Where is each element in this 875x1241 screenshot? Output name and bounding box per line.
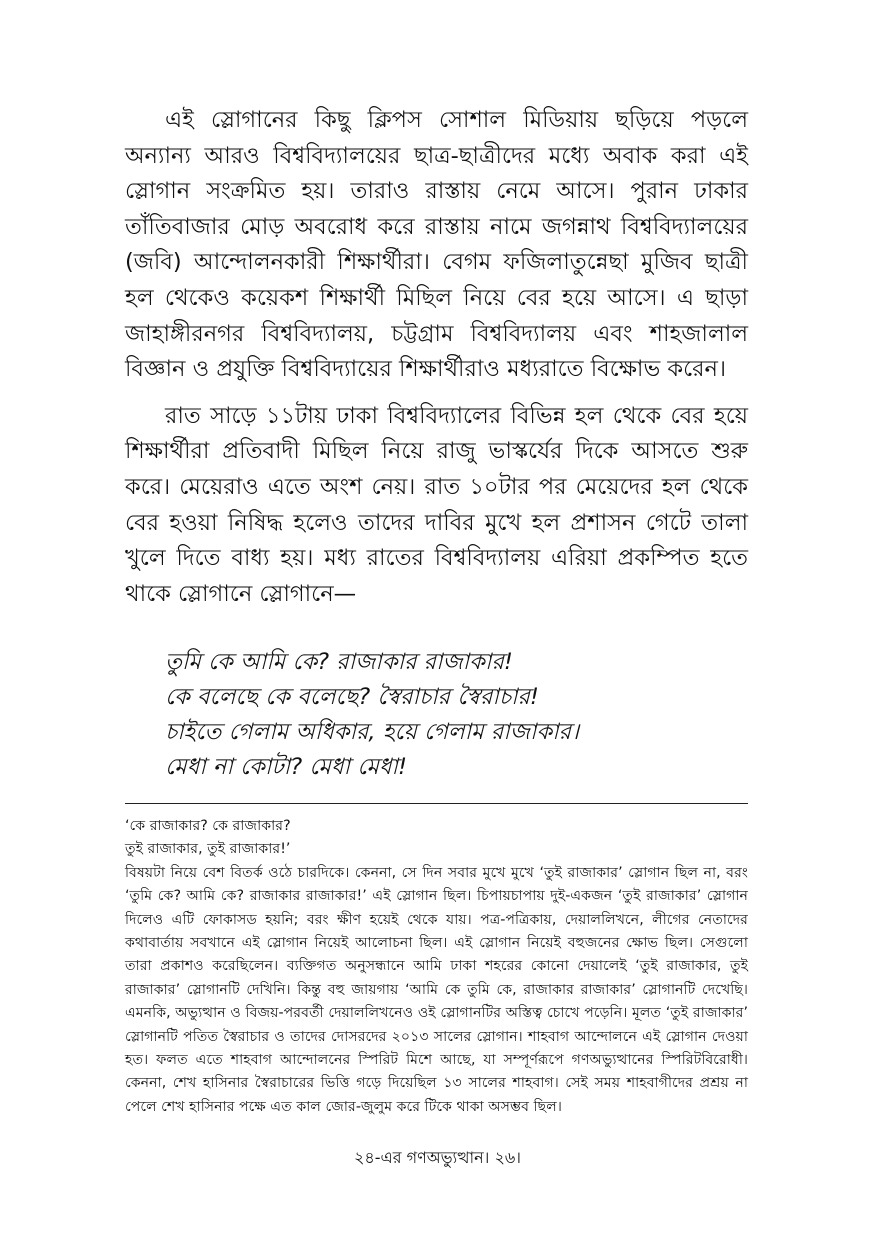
slogan-line-3: চাইতে গেলাম অধিকার, হয়ে গেলাম রাজাকার। <box>165 719 580 745</box>
slogan-line-4: মেধা না কোটা? মেধা মেধা! <box>165 754 407 780</box>
paragraph-1: এই স্লোগানের কিছু ক্লিপস সোশাল মিডিয়ায় ছড়িয়ে পড়লে অন্যান্য আরও বিশ্ববিদ্যালয়ের ছাত্র-ছাত্রীদের মধ্যে অবাক করা এই স্লোগান সংক্রমিত হয়। তারাও রাস্তায় নেমে আসে। পুরান ঢাকার তাঁতিবাজার মোড় অবরোধ করে রাস্তায় নামে জগন্নাথ বিশ্ববিদ্যালয়ের (জবি) আন্দোলনকারী শিক্ষার্থীরা। বেগম ফজিলাতুন্নেছা মুজিব ছাত্রী হল থেকেও কয়েকশ শিক্ষার্থী মিছিল নিয়ে বের হয়ে আসে। এ ছাড়া জাহাঙ্গীরনগর বিশ্ববিদ্যালয়, চট্টগ্রাম বিশ্ববিদ্যালয় এবং শাহজালাল বিজ্ঞান ও প্রযুক্তি বিশ্ববিদ্যায়ের শিক্ষার্থীরাও মধ্যরাতে বিক্ষোভ করেন। <box>125 107 748 383</box>
footnote-divider <box>125 803 748 804</box>
paragraph-2: রাত সাড়ে ১১টায় ঢাকা বিশ্ববিদ্যালের বিভিন্ন হল থেকে বের হয়ে শিক্ষার্থীরা প্রতিবাদী মিছিল নিয়ে রাজু ভাস্কর্যের দিকে আসতে শুরু করে। মেয়েরাও এতে অংশ নেয়। রাত ১০টার পর মেয়েদের হল থেকে বের হওয়া নিষিদ্ধ হলেও তাদের দাবির মুখে হল প্রশাসন গেটে তালা খুলে দিতে বাধ্য হয়। মধ্য রাতের বিশ্ববিদ্যালয় এরিয়া প্রকম্পিত হতে থাকে স্লোগানে স্লোগানে— <box>125 402 748 607</box>
footnote-quote-line-2: তুই রাজাকার, তুই রাজাকার!’ <box>125 841 291 858</box>
footnote-body: বিষয়টা নিয়ে বেশ বিতর্ক ওঠে চারদিকে। কেননা, সে দিন সবার মুখে মুখে ‘তুই রাজাকার’ স্লোগান ছিল না, বরং ‘তুমি কে? আমি কে? রাজাকার রাজাকার!’ এই স্লোগান ছিল। চিপায়চাপায় দুই-একজন ‘তুই রাজাকার’ স্লোগান দিলেও এটি ফোকাসড হয়নি; বরং ক্ষীণ হয়েই থেকে যায়। পত্র-পত্রিকায়, দেয়াললিখনে, লীগের নেতাদের কথাবার্তায় সবখানে এই স্লোগান নিয়েই আলোচনা ছিল। এই স্লোগান নিয়েই বহুজনের ক্ষোভ ছিল। সেগুলো তারা প্রকাশও করেছিলেন। ব্যক্তিগত অনুসন্ধানে আমি ঢাকা শহরের কোনো দেয়ালেই ‘তুই রাজাকার, তুই রাজাকার’ স্লোগানটি দেখিনি। কিন্তু বহু জায়গায় ‘আমি কে তুমি কে, রাজাকার রাজাকার’ স্লোগানটি দেখেছি। এমনকি, অভ্যুত্থান ও বিজয়-পরবর্তী দেয়াললিখনেও ওই স্লোগানটির অস্তিত্ব চোখে পড়েনি। মূলত ‘তুই রাজাকার’ স্লোগানটি পতিত স্বৈরাচার ও তাদের দোসরদের ২০১৩ সালের স্লোগান। শাহবাগ আন্দোলনে এই স্লোগান দেওয়া হত। ফলত এতে শাহবাগ আন্দোলনের স্পিরিট মিশে আছে, যা সম্পূর্ণরূপে গণঅভ্যুত্থানের স্পিরিটবিরোধী। কেননা, শেখ হাসিনার স্বৈরাচারের ভিত্তি গড়ে দিয়েছিল ১৩ সালের শাহবাগ। সেই সময় শাহবাগীদের প্রশ্রয় না পেলে শেখ হাসিনার পক্ষে এত কাল জোর-জুলুম করে টিকে থাকা অসম্ভব ছিল। <box>125 864 748 1115</box>
slogan-line-2: কে বলেছে কে বলেছে? স্বৈরাচার স্বৈরাচার! <box>165 684 539 710</box>
footnote-quote-line-1: ‘কে রাজাকার? কে রাজাকার? <box>125 818 291 834</box>
slogan-line-1: তুমি কে আমি কে? রাজাকার রাজাকার! <box>165 649 513 675</box>
footnote <box>125 815 748 1119</box>
main-text <box>125 103 748 612</box>
slogan-verse <box>165 645 745 785</box>
page-footer: ২৪-এর গণঅভ্যুত্থান। ২৬। <box>354 1148 521 1167</box>
